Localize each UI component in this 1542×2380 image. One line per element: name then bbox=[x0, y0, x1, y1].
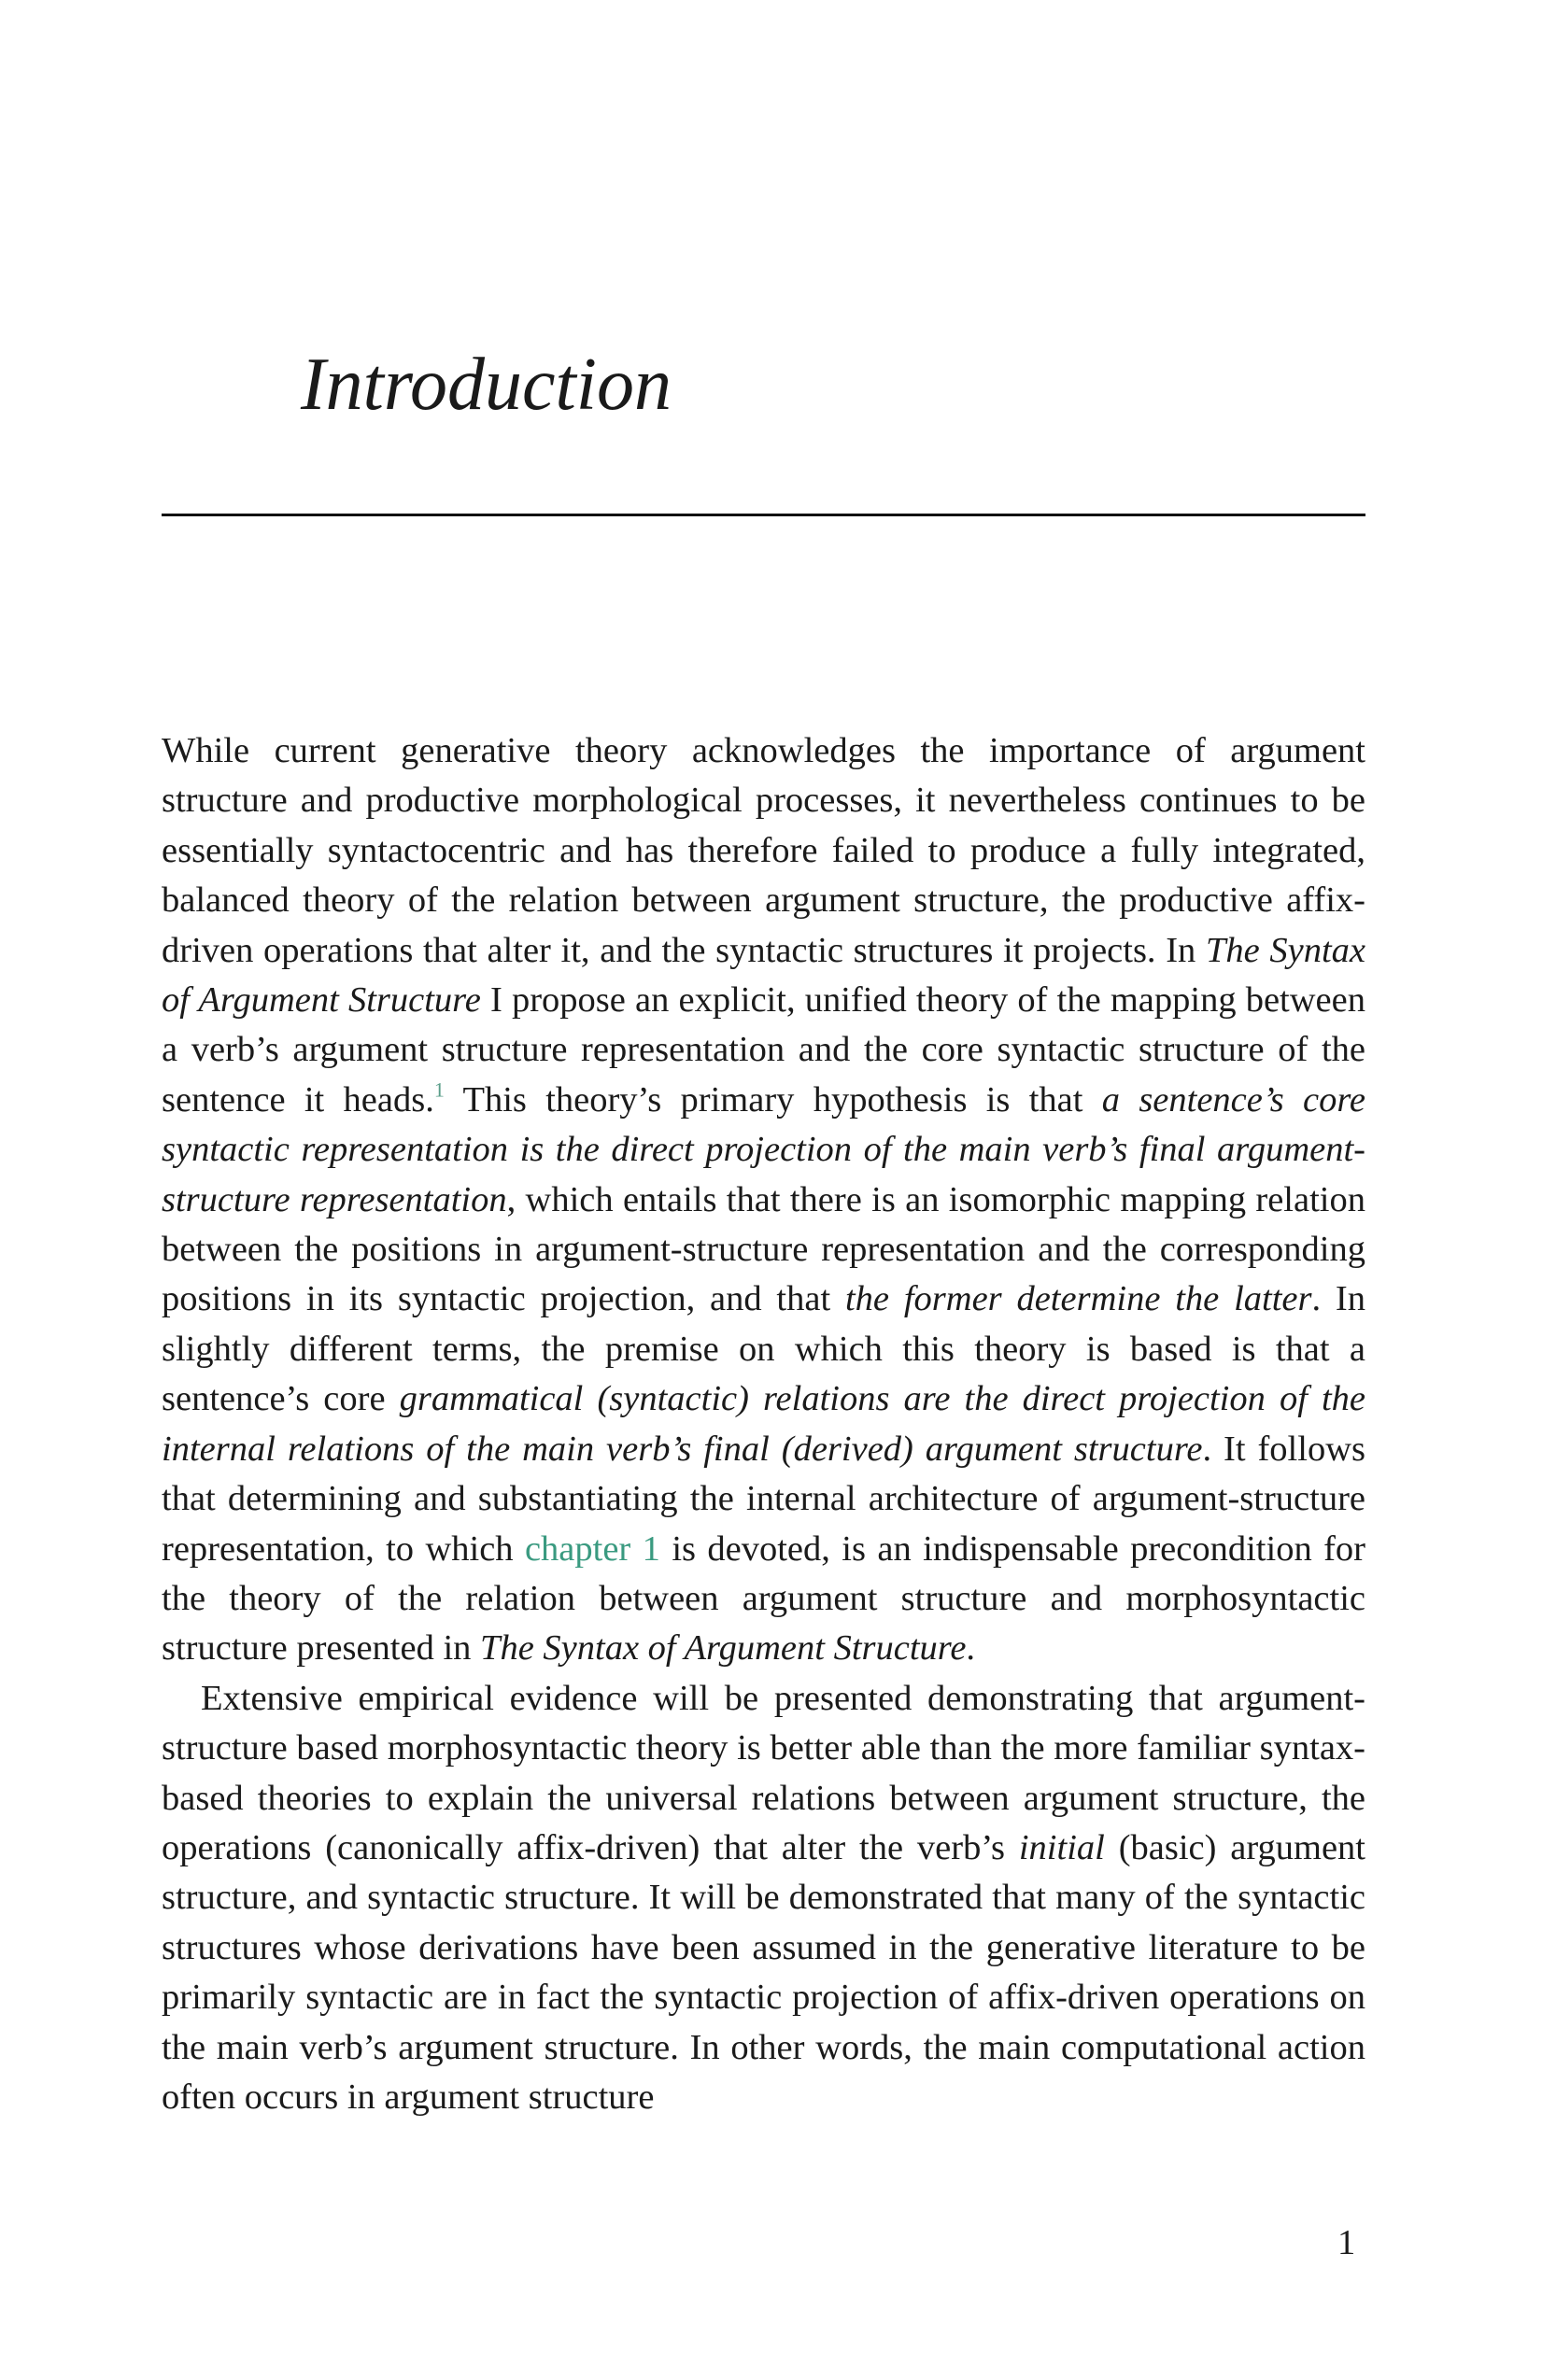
emphasis-initial: initial bbox=[1018, 1827, 1105, 1867]
chapter-link[interactable]: chapter 1 bbox=[524, 1528, 660, 1569]
p1-text-7: is devoted, is an indispensable precondition for the theory of the relation between argument structure and morphosyntactic structure presented in bbox=[162, 1528, 1365, 1669]
title-divider bbox=[162, 514, 1365, 516]
emphasis-2: the former determine the latter bbox=[844, 1279, 1312, 1319]
p1-text-3: This theory’s primary hypothesis is that bbox=[444, 1079, 1102, 1120]
p1-text-6: . It follows that determining and substantiating the internal architecture of argument-structure representation, to which bbox=[162, 1429, 1365, 1569]
p1-text-2: I propose an explicit, unified theory of the mapping between a verb’s argument structure representation and the core syntactic structure of the sentence it heads. bbox=[162, 980, 1365, 1120]
page-number: 1 bbox=[1337, 2223, 1356, 2262]
p1-text-8: . bbox=[966, 1628, 976, 1669]
p1-text-1: While current generative theory acknowledges the importance of argument structure and productive morphological processes, it nevertheless continues to be essentially syntactocentric and has therefore failed to produce a fully integrated, balanced theory of the relation between argument structure, the productive affix-driven operations that alter it, and the syntactic structures it projects. In bbox=[162, 731, 1365, 970]
p1-text-4: , which entails that there is an isomorphic mapping relation between the positions in argument-structure representation and the corresponding positions in its syntactic projection, and that bbox=[162, 1179, 1365, 1319]
p2-text-2: (basic) argument structure, and syntactic structure. It will be demonstrated that many of the syntactic structures whose derivations have been assumed in the generative literature to be primarily syntactic are in fact the syntactic projection of affix-driven operations on the main verb’s argument structure. In other words, the main computational action often occurs in argument structure bbox=[162, 1827, 1365, 2117]
p1-text-5: . In slightly different terms, the premise on which this theory is based is that a sentence’s core bbox=[162, 1279, 1365, 1419]
book-title-2: The Syntax of Argument Structure bbox=[480, 1628, 967, 1669]
p2-text-1: Extensive empirical evidence will be presented demonstrating that argument-structure based morphosyntactic theory is better able than the more familiar syntax-based theories to explain the universal relations between argument structure, the operations (canonically affix-driven) that alter the verb’s bbox=[162, 1678, 1365, 1867]
emphasis-3: grammatical (syntactic) relations are the direct projection of the internal relations of the main verb’s final (derived) argument structure bbox=[162, 1379, 1365, 1469]
book-title-1: The Syntax of Argument Structure bbox=[162, 930, 1366, 1021]
body-text bbox=[162, 726, 1365, 2122]
paragraph-2 bbox=[162, 1674, 1365, 2123]
emphasis-1: a sentence’s core syntactic representation is the direct projection of the main verb’s final argument-structure representation bbox=[162, 1079, 1365, 1219]
footnote-ref[interactable]: 1 bbox=[433, 1077, 445, 1102]
paragraph-1 bbox=[162, 726, 1365, 1674]
chapter-title: Introduction bbox=[301, 344, 672, 426]
